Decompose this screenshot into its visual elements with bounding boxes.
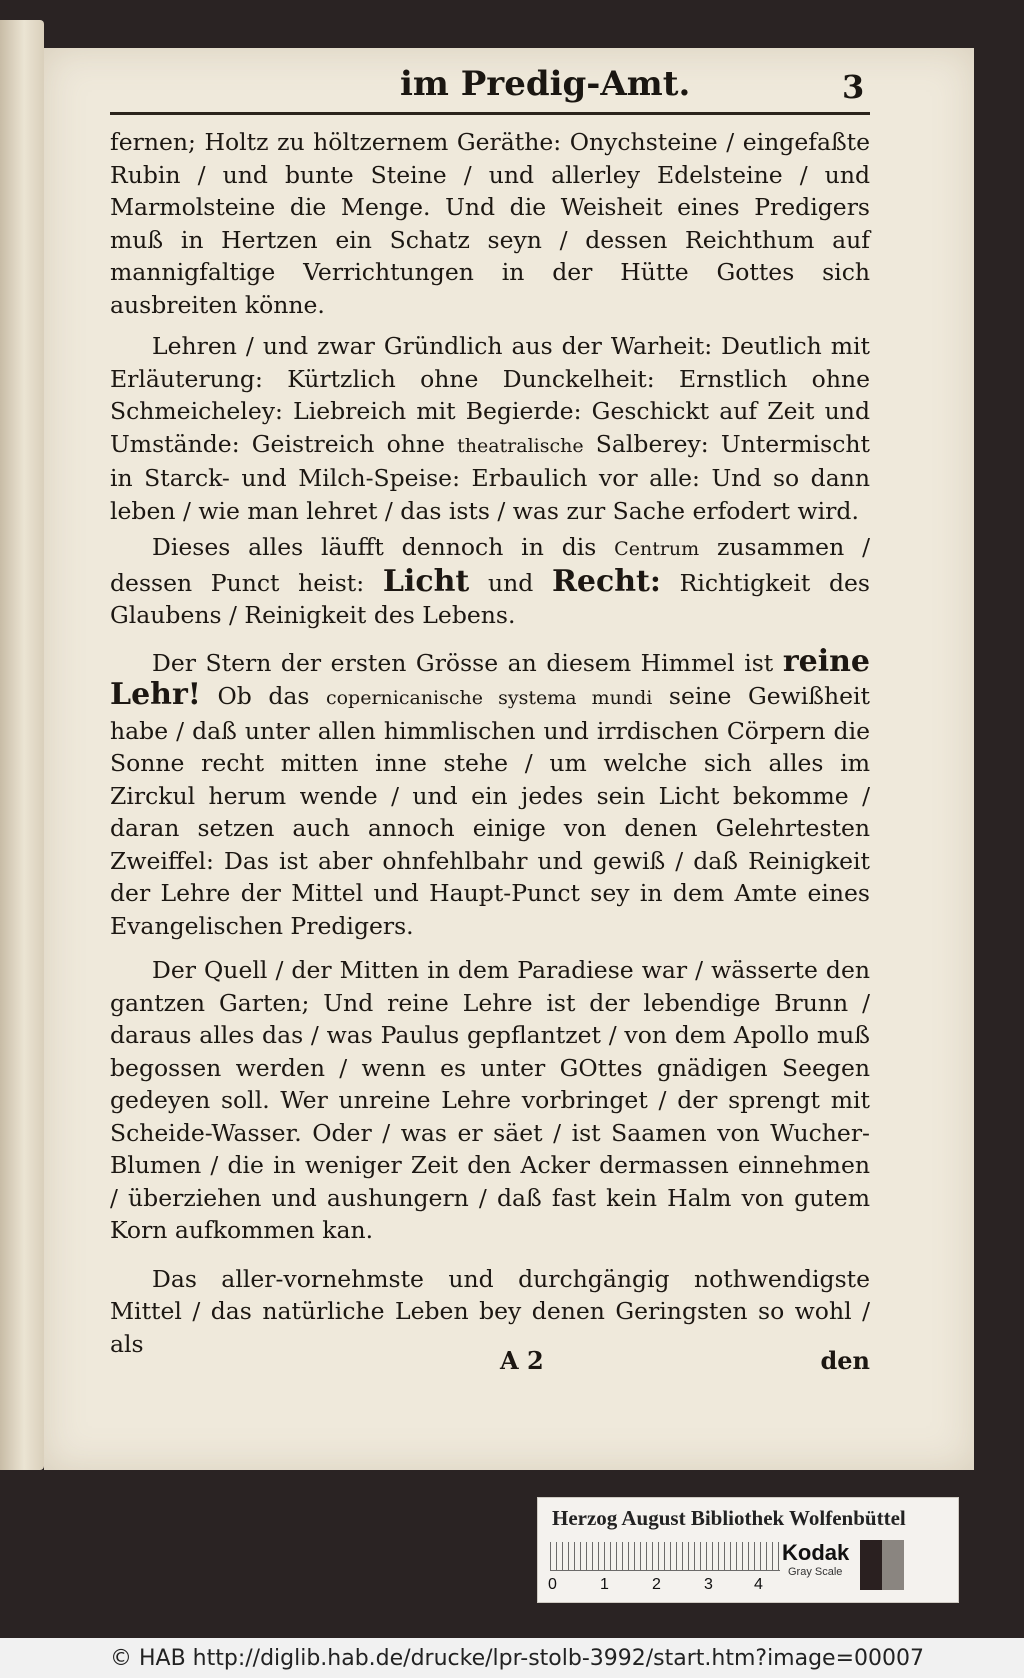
color-reference-card bbox=[537, 1497, 959, 1603]
text-segment: reine Lehr! bbox=[110, 643, 870, 712]
running-header bbox=[110, 56, 870, 116]
paragraph bbox=[110, 643, 870, 943]
text-segment: Lehren / und zwar Gründlich aus der Warheit: Deutlich mit Erläuterung: Kürtzlich ohne Dunckelheit: Ernstlich ohne Schmeicheley: Liebreich mit Begierde: Geschickt auf Zeit und Umstände: Geistreich ohne bbox=[110, 332, 870, 458]
text-segment: zusammen / dessen Punct heist: bbox=[110, 533, 870, 597]
gray-scale-label: Gray Scale bbox=[788, 1566, 843, 1578]
facing-page-edge bbox=[0, 20, 44, 1470]
catchword: den bbox=[820, 1346, 870, 1375]
scale-number: 4 bbox=[754, 1576, 763, 1593]
paragraph bbox=[110, 330, 870, 527]
ruler-scale bbox=[550, 1542, 780, 1571]
text-segment: Salberey: Untermischt in Starck- und Milch-Speise: Erbaulich vor alle: Und so dann leben / wie man lehret / das ists / was zur Sache erfodert wird. bbox=[110, 429, 870, 525]
text-segment: Richtigkeit des Glaubens / Reinigkeit des Lebens. bbox=[110, 568, 870, 629]
text-segment: und bbox=[469, 568, 552, 597]
text-segment: Der Stern der ersten Grösse an diesem Himmel ist bbox=[152, 648, 783, 677]
header-rule bbox=[110, 112, 870, 115]
scale-number: 1 bbox=[600, 1576, 609, 1593]
text-segment: Der Quell / der Mitten in dem Paradiese war / wässerte den gantzen Garten; Und reine Lehre ist der lebendige Brunn / daraus alles das / was Paulus gepflantzet / von dem Apollo muß begossen werden / wenn es unter GOttes gnädigen Seegen gedeyen soll. Wer unreine Lehre vorbringet / der sprengt mit Scheide-Wasser. Oder / was er säet / ist Saamen von Wucher-Blumen / die in weniger Zeit den Acker dermassen einnehmen / überziehen und aushungern / daß fast kein Halm von gutem Korn aufkommen kan. bbox=[110, 956, 870, 1244]
paragraph bbox=[110, 954, 870, 1247]
kodak-label: Kodak bbox=[782, 1540, 850, 1565]
footer-bar bbox=[0, 1638, 1024, 1678]
page-number: 3 bbox=[842, 68, 865, 106]
text-segment: Dieses alles läufft dennoch in dis bbox=[152, 533, 615, 561]
text-segment: theatralische bbox=[457, 434, 584, 457]
signature-line bbox=[110, 1346, 870, 1382]
paragraph bbox=[110, 531, 870, 632]
library-name: Herzog August Bibliothek Wolfenbüttel bbox=[552, 1506, 906, 1530]
text-segment: Centrum bbox=[614, 538, 700, 560]
scale-number: 2 bbox=[652, 1576, 661, 1593]
text-segment: Recht: bbox=[551, 563, 661, 599]
signature-mark: A 2 bbox=[500, 1346, 544, 1375]
main-text bbox=[110, 126, 870, 1360]
dark-swatch bbox=[860, 1540, 882, 1590]
text-segment: Das aller-vornehmste und durchgängig nothwendigste Mittel / das natürliche Leben bey denen Geringsten so wohl / als bbox=[110, 1264, 870, 1358]
text-segment: Licht bbox=[382, 563, 470, 599]
gray-swatch bbox=[882, 1540, 904, 1590]
running-title: im Predig-Amt. bbox=[400, 64, 691, 104]
scale-number: 3 bbox=[704, 1576, 713, 1593]
text-segment: Ob das bbox=[200, 682, 326, 710]
paragraph bbox=[110, 126, 870, 321]
text-segment: fernen; Holtz zu höltzernem Geräthe: Onychsteine / eingefaßte Rubin / und bunte Steine / und allerley Edelsteine / und Marmolsteine die Menge. Und die Weisheit eines Predigers muß in Hertzen ein Schatz seyn / dessen Reichthum auf mannigfaltige Verrichtungen in der Hütte Gottes sich ausbreiten könne. bbox=[110, 128, 870, 319]
text-segment: seine Gewißheit habe / daß unter allen himmlischen und irrdischen Cörpern die Sonne recht mitten inne stehe / um welche sich alles im Zirckul herum wende / und ein jedes sein Licht bekomme / daran setzen auch annoch einige von denen Gelehrtesten Zweiffel: Das ist aber ohnfehlbahr und gewiß / daß Reinigkeit der Lehre der Mittel und Haupt-Punct sey in dem Amte eines Evangelischen Predigers. bbox=[110, 682, 870, 940]
text-segment: copernicanische systema mundi bbox=[325, 687, 653, 709]
scale-number: 0 bbox=[548, 1576, 557, 1593]
footer-credit: © HAB http://diglib.hab.de/drucke/lpr-stolb-3992/start.htm?image=00007 bbox=[110, 1646, 925, 1671]
